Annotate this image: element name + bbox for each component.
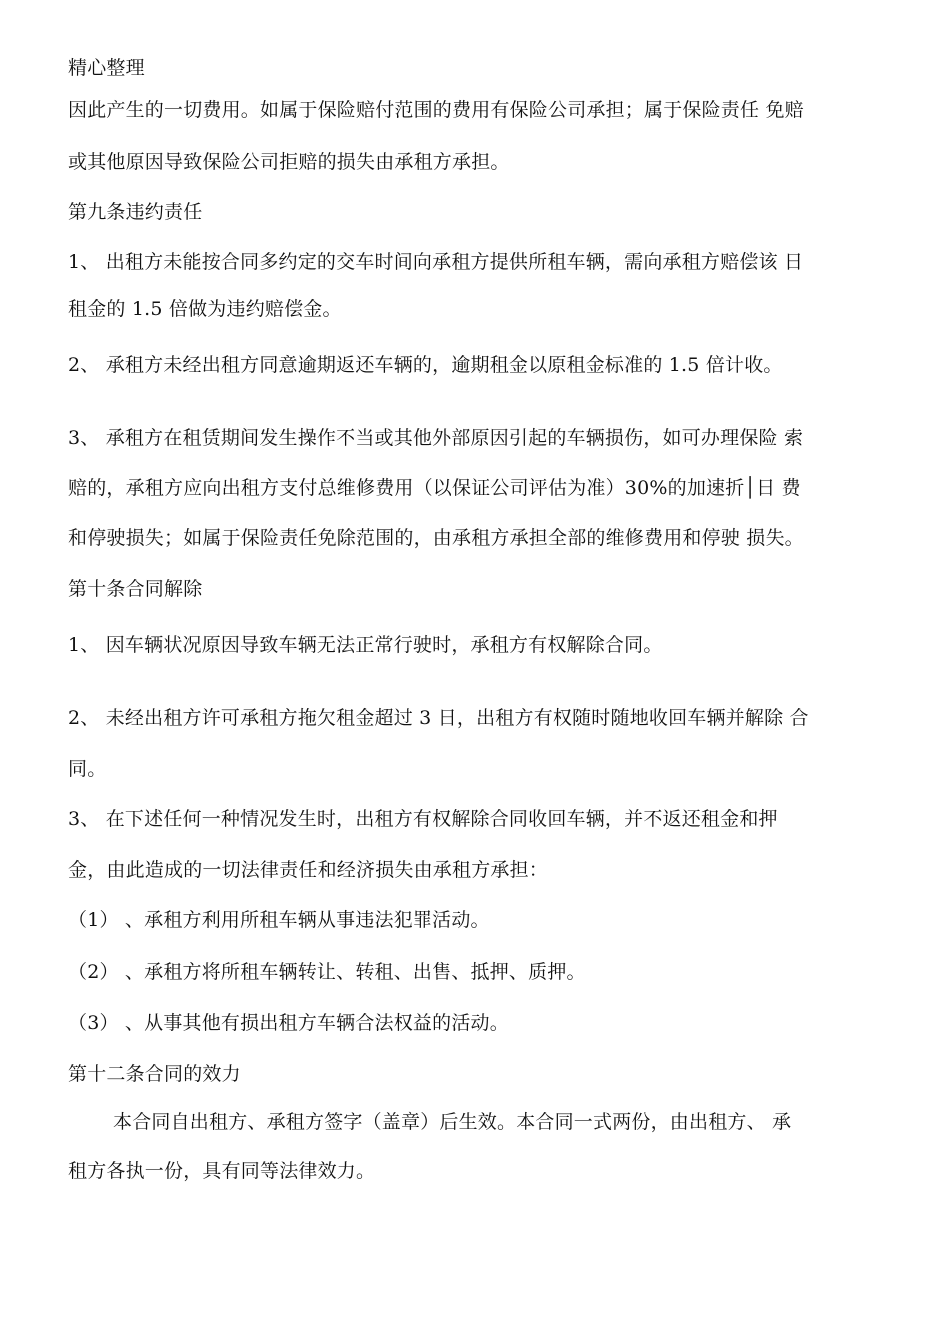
- paragraph-line: 租金的 1.5 倍做为违约赔偿金。: [68, 298, 342, 320]
- paragraph-line: 2、 未经出租方许可承租方拖欠租金超过 3 日，出租方有权随时随地收回车辆并解除 合: [68, 707, 809, 729]
- paragraph-line: 本合同自出租方、承租方签字（盖章）后生效。本合同一式两份，由出租方、 承: [113, 1111, 792, 1133]
- paragraph-line: 1、 因车辆状况原因导致车辆无法正常行驶时，承租方有权解除合同。: [68, 634, 663, 656]
- paragraph-line: 和停驶损失；如属于保险责任免除范围的，由承租方承担全部的维修费用和停驶 损失。: [68, 527, 804, 549]
- paragraph-line: 赔的，承租方应向出租方支付总维修费用（以保证公司评估为准）30%的加速折│日 费: [68, 477, 801, 499]
- paragraph-line: 2、 承租方未经出租方同意逾期返还车辆的，逾期租金以原租金标准的 1.5 倍计收。: [68, 354, 783, 376]
- page-watermark-text: 精心整理: [68, 57, 145, 79]
- list-item: （1） 、承租方利用所租车辆从事违法犯罪活动。: [68, 909, 490, 931]
- paragraph-line: 3、 承租方在租赁期间发生操作不当或其他外部原因引起的车辆损伤，如可办理保险 索: [68, 427, 804, 449]
- paragraph-line: 或其他原因导致保险公司拒赔的损失由承租方承担。: [68, 151, 510, 173]
- paragraph-line: 金，由此造成的一切法律责任和经济损失由承租方承担：: [68, 859, 549, 881]
- paragraph-line: 因此产生的一切费用。如属于保险赔付范围的费用有保险公司承担；属于保险责任 免赔: [68, 99, 804, 121]
- list-item: （3） 、从事其他有损出租方车辆合法权益的活动。: [68, 1012, 509, 1034]
- section-heading-12: 第十二条合同的效力: [68, 1063, 241, 1085]
- section-heading-9: 第九条违约责任: [68, 201, 203, 223]
- paragraph-line: 同。: [68, 758, 107, 780]
- paragraph-line: 1、 出租方未能按合同多约定的交车时间向承租方提供所租车辆，需向承租方赔偿该 日: [68, 251, 804, 273]
- paragraph-line: 租方各执一份，具有同等法律效力。: [68, 1160, 376, 1182]
- paragraph-line: 3、 在下述任何一种情况发生时，出租方有权解除合同收回车辆，并不返还租金和押: [68, 808, 778, 830]
- list-item: （2） 、承租方将所租车辆转让、转租、出售、抵押、质押。: [68, 961, 586, 983]
- section-heading-10: 第十条合同解除: [68, 578, 203, 600]
